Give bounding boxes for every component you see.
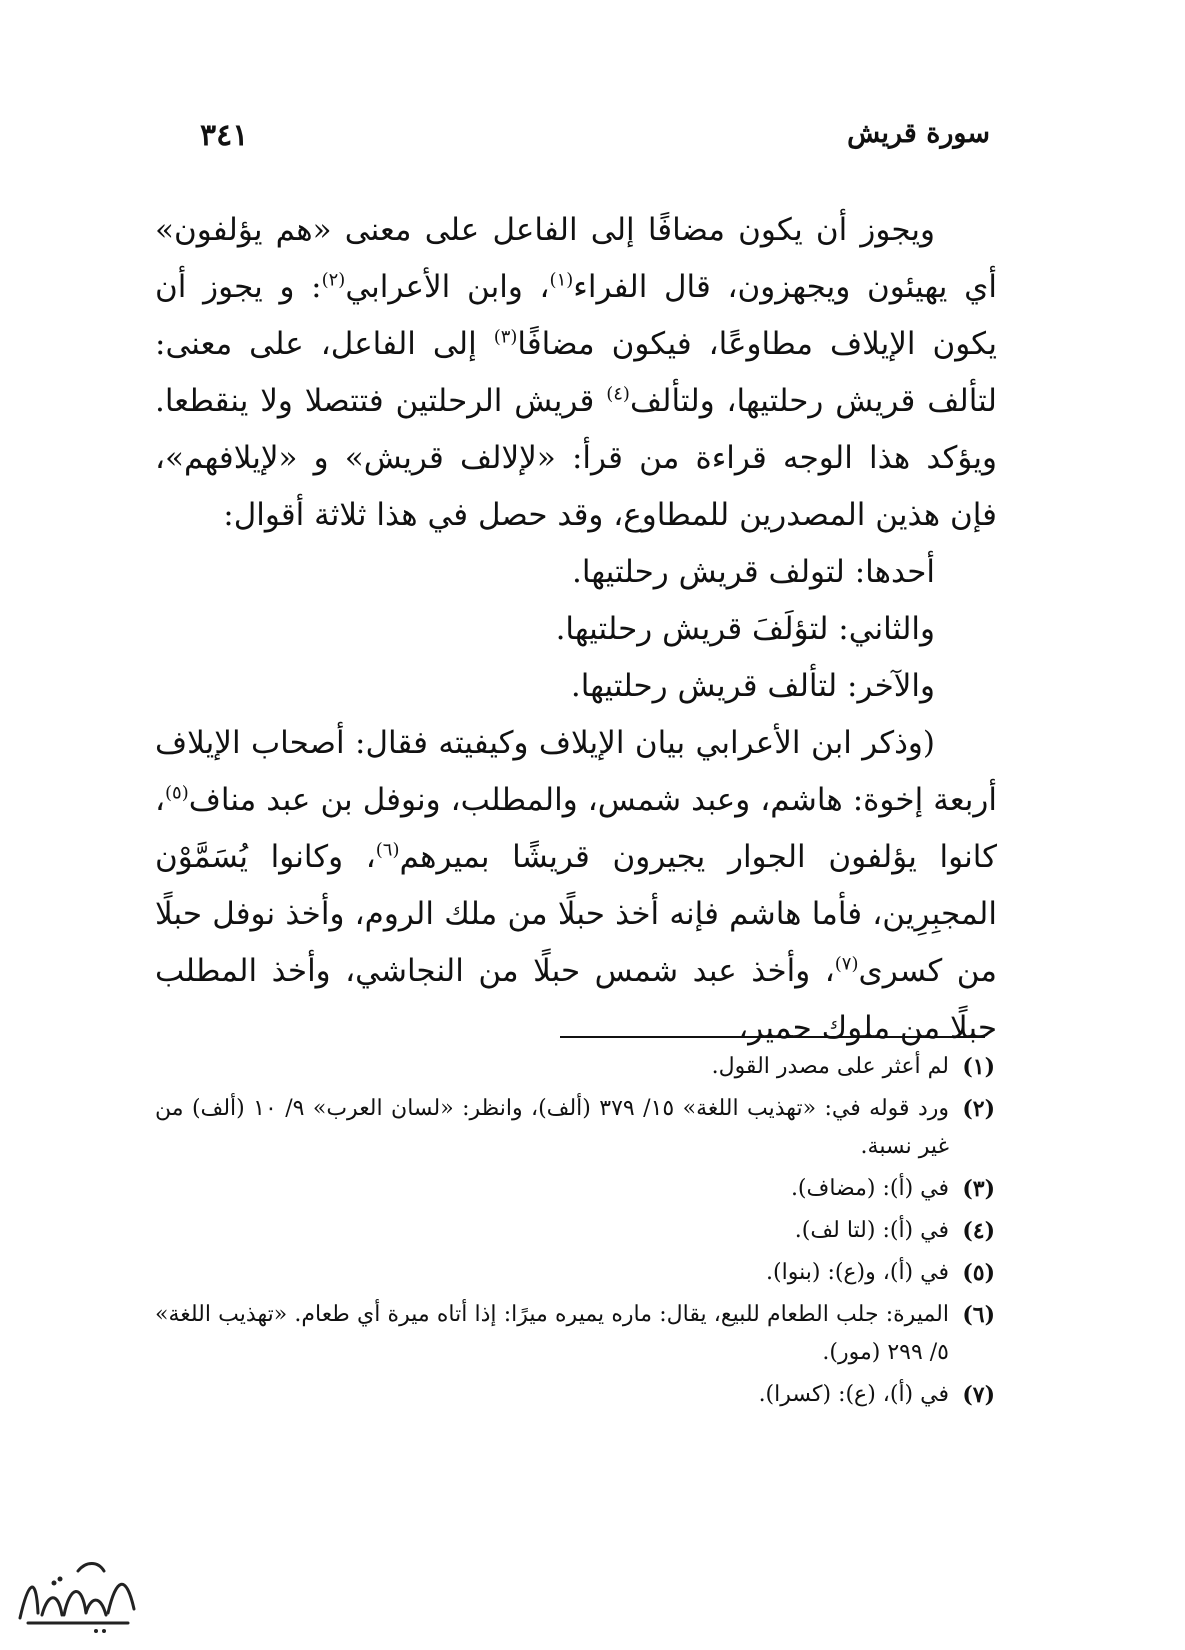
footnote-number: (٣) xyxy=(962,1176,995,1202)
footnote-text: في (أ)، و(ع): (بنوا). xyxy=(766,1260,949,1285)
text-run: : و يجوز أن يكون الإيلاف مطاوعًا، فيكون مضافًا xyxy=(155,269,997,362)
main-text xyxy=(155,202,997,1057)
text-run: إلى الفاعل، على معنى: لتألف قريش رحلتيها، ولتألف xyxy=(155,326,997,419)
footnote-1 xyxy=(155,1048,995,1086)
footnote-text: ورد قوله في: «تهذيب اللغة» ١٥/ ٣٧٩ (ألف)، وانظر: «لسان العرب» ٩/ ١٠ (ألف) من غير نسبة. xyxy=(155,1096,949,1159)
paragraph-2 xyxy=(155,715,997,1057)
footnote-text: الميرة: جلب الطعام للبيع، يقال: ماره يميره ميرًا: إذا أتاه ميرة أي طعام. «تهذيب اللغة» ٥/ ٢٩٩ (مور). xyxy=(155,1302,949,1365)
footnote-6 xyxy=(155,1296,995,1372)
text-run: ويجوز أن يكون مضافًا إلى الفاعل على معنى «هم يؤلفون» أي يهيئون ويجهزون، قال الفراء xyxy=(155,212,998,305)
text-run: (وذكر ابن الأعرابي بيان الإيلاف وكيفيته فقال: أصحاب الإيلاف أربعة إخوة: هاشم، وعبد شمس، والمطلب، ونوفل بن عبد مناف xyxy=(155,725,997,818)
list-item: والآخر: لتألف قريش رحلتيها. xyxy=(570,668,935,704)
footnotes xyxy=(155,1048,995,1418)
footnote-text: لم أعثر على مصدر القول. xyxy=(711,1054,949,1079)
text-run: ، وكانوا يُسَمَّوْن المجبِرِين، فأما هاشم فإنه أخذ حبلًا من ملك الروم، وأخذ نوفل حبلًا من كسرى xyxy=(155,839,998,989)
text-run: ، وابن الأعرابي xyxy=(345,269,550,305)
footnote-number: (٥) xyxy=(962,1260,995,1286)
footnote-text: في (أ): (لتا لف). xyxy=(794,1218,949,1243)
text-run: ، وأخذ عبد شمس حبلًا من النجاشي، وأخذ المطلب حبلًا من ملوك حمير، xyxy=(155,953,997,1046)
page-number: ٣٤١ xyxy=(200,118,249,153)
footnote-mark-4: (٤) xyxy=(606,383,630,405)
footnote-number: (١) xyxy=(962,1054,995,1080)
calligraphy-logo-icon xyxy=(8,1543,148,1638)
footnote-2 xyxy=(155,1090,995,1166)
footnote-number: (٧) xyxy=(962,1382,995,1408)
footnote-text: في (أ)، (ع): (كسرا). xyxy=(758,1382,949,1407)
running-title: سورة قريش xyxy=(847,118,990,149)
list-item: أحدها: لتولف قريش رحلتيها. xyxy=(572,554,935,590)
footnote-mark-5: (٥) xyxy=(165,782,189,804)
footnote-mark-1: (١) xyxy=(549,269,574,291)
text-run: قريش الرحلتين فتتصلا ولا ينقطعا. ويؤكد هذا الوجه قراءة من قرأ: «لإلالف قريش» و «لإيلافهم»، فإن هذين المصدرين للمطاوع، وقد حصل في هذا ثلاثة أقوال: xyxy=(155,383,997,533)
footnote-number: (٤) xyxy=(962,1218,995,1244)
footnote-mark-3: (٣) xyxy=(493,326,518,348)
paragraph-1 xyxy=(155,202,997,544)
list-item: والثاني: لتؤلَفَ قريش رحلتيها. xyxy=(555,611,935,647)
footnote-number: (٢) xyxy=(962,1096,995,1122)
footnote-mark-2: (٢) xyxy=(321,269,346,291)
footnote-4 xyxy=(155,1212,995,1250)
footnote-3 xyxy=(155,1170,995,1208)
footnote-5 xyxy=(155,1254,995,1292)
text-run: ، كانوا يؤلفون الجوار يجيرون قريشًا بميرهم xyxy=(155,782,997,875)
footnote-text: في (أ): (مضاف). xyxy=(790,1176,949,1201)
footnote-7 xyxy=(155,1376,995,1414)
footnote-mark-6: (٦) xyxy=(375,839,400,861)
footnote-divider xyxy=(560,1036,985,1038)
footnote-number: (٦) xyxy=(962,1302,995,1328)
footnote-mark-7: (٧) xyxy=(834,953,859,975)
